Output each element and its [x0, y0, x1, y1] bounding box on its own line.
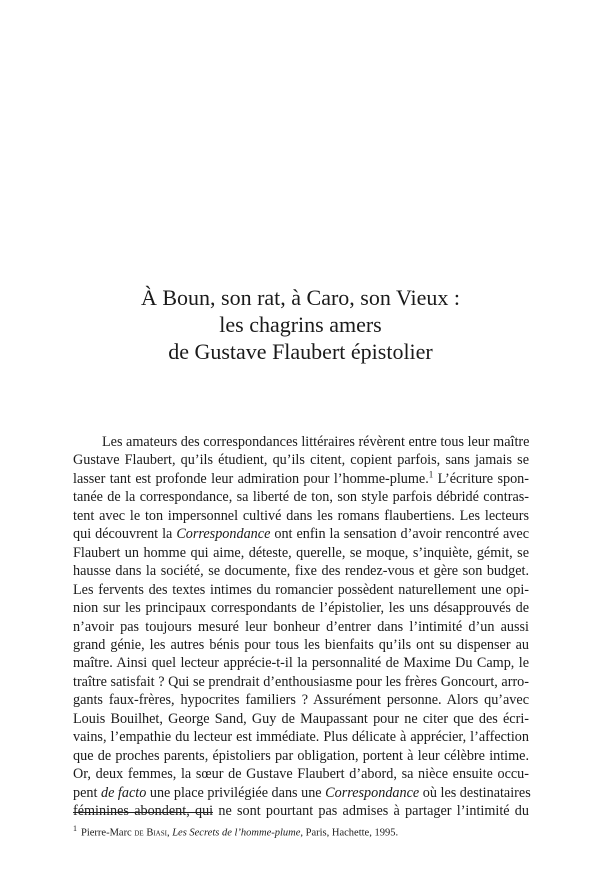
text-line: gants faux-frères, hypocrites familiers ? Assurément personne. Alors qu’avec [73, 692, 529, 709]
text-line: nion sur les principaux correspondants de l’épistolier, les uns désapprouvés de [73, 600, 529, 617]
text-line: féminines abondent, qui ne sont pourtant pas admises à partager l’intimité du [73, 803, 529, 820]
text-line: Les amateurs des correspondances littéraires révèrent entre tous leur maître [102, 434, 530, 450]
title-line-2: les chagrins amers [219, 312, 382, 337]
text-line: Les fervents des textes intimes du romancier possèdent naturellement une opi- [73, 581, 529, 598]
text-line: qui découvrent la Correspondance ont enfin la sensation d’avoir rencontré avec [73, 526, 529, 543]
text-line: maître. Ainsi quel lecteur apprécie-t-il la personnalité de Maxime Du Camp, le [73, 655, 529, 672]
footnote-author-surname: de Biasi [134, 827, 167, 839]
text-line: traître satisfait ? Qui se prendrait d’enthousiasme pour les frères Goncourt, arro- [73, 673, 529, 690]
italic-title: Correspondance [176, 526, 271, 543]
footnote-divider [73, 812, 213, 813]
footnote-number: 1 [73, 824, 77, 833]
title-line-1: À Boun, son rat, à Caro, son Vieux : [140, 285, 461, 310]
text-line: tent avec le ton impersonnel cultivé dans les romans flaubertiens. Les lecteurs [73, 507, 529, 524]
text-line: Flaubert un homme qui aime, déteste, querelle, se moque, s’inquiète, gémit, se [73, 544, 529, 561]
text-line: Or, deux femmes, la sœur de Gustave Flaubert d’abord, sa nièce ensuite occu- [73, 766, 529, 783]
body-paragraph [73, 433, 529, 821]
text-line: grand génie, les autres bénis pour tous les bienfaits qu’ils ont su dispenser au [73, 636, 529, 653]
text-line: que de proches parents, épistoliers par obligation, portent à leur célèbre intime. [73, 747, 529, 764]
text-line: vains, l’empathie du lecteur est immédiate. Plus délicate à apprécier, l’affection [73, 729, 529, 746]
text-line: hausse dans la société, se documente, fixe des rendez-vous et gère son budget. [73, 563, 529, 580]
italic-phrase: de facto [100, 784, 147, 801]
title-line-3: de Gustave Flaubert épistolier [168, 339, 433, 364]
text-line: n’avoir pas toujours mesuré leur bonheur d’entrer dans l’intimité d’un aussi [73, 618, 529, 635]
text-line: pent de facto une place privilégiée dans une Correspondance où les destinataires [73, 784, 531, 801]
footnote-work-title: Les Secrets de l’homme-plume [172, 827, 301, 839]
footnote-reference[interactable]: 1 [428, 469, 434, 480]
italic-title: Correspondance [325, 784, 420, 801]
chapter-title [0, 284, 601, 365]
text-line: lasser tant est profonde leur admiration pour l’homme-plume.$^1$ L’écriture spon- [73, 469, 529, 487]
footnote: $^1$ Pierre-Marc de Biasi, Les Secrets de l’homme-plume, Paris, Hachette, 1995. [73, 824, 399, 839]
text-line: Gustave Flaubert, qu’ils étudient, qu’ils citent, copient parfois, sans jamais se [73, 452, 529, 469]
text-line: tanée de la correspondance, sa liberté de ton, son style parfois débridé contras- [73, 489, 529, 506]
text-line: Louis Bouilhet, George Sand, Guy de Maupassant pour ne citer que des écri- [73, 710, 529, 727]
